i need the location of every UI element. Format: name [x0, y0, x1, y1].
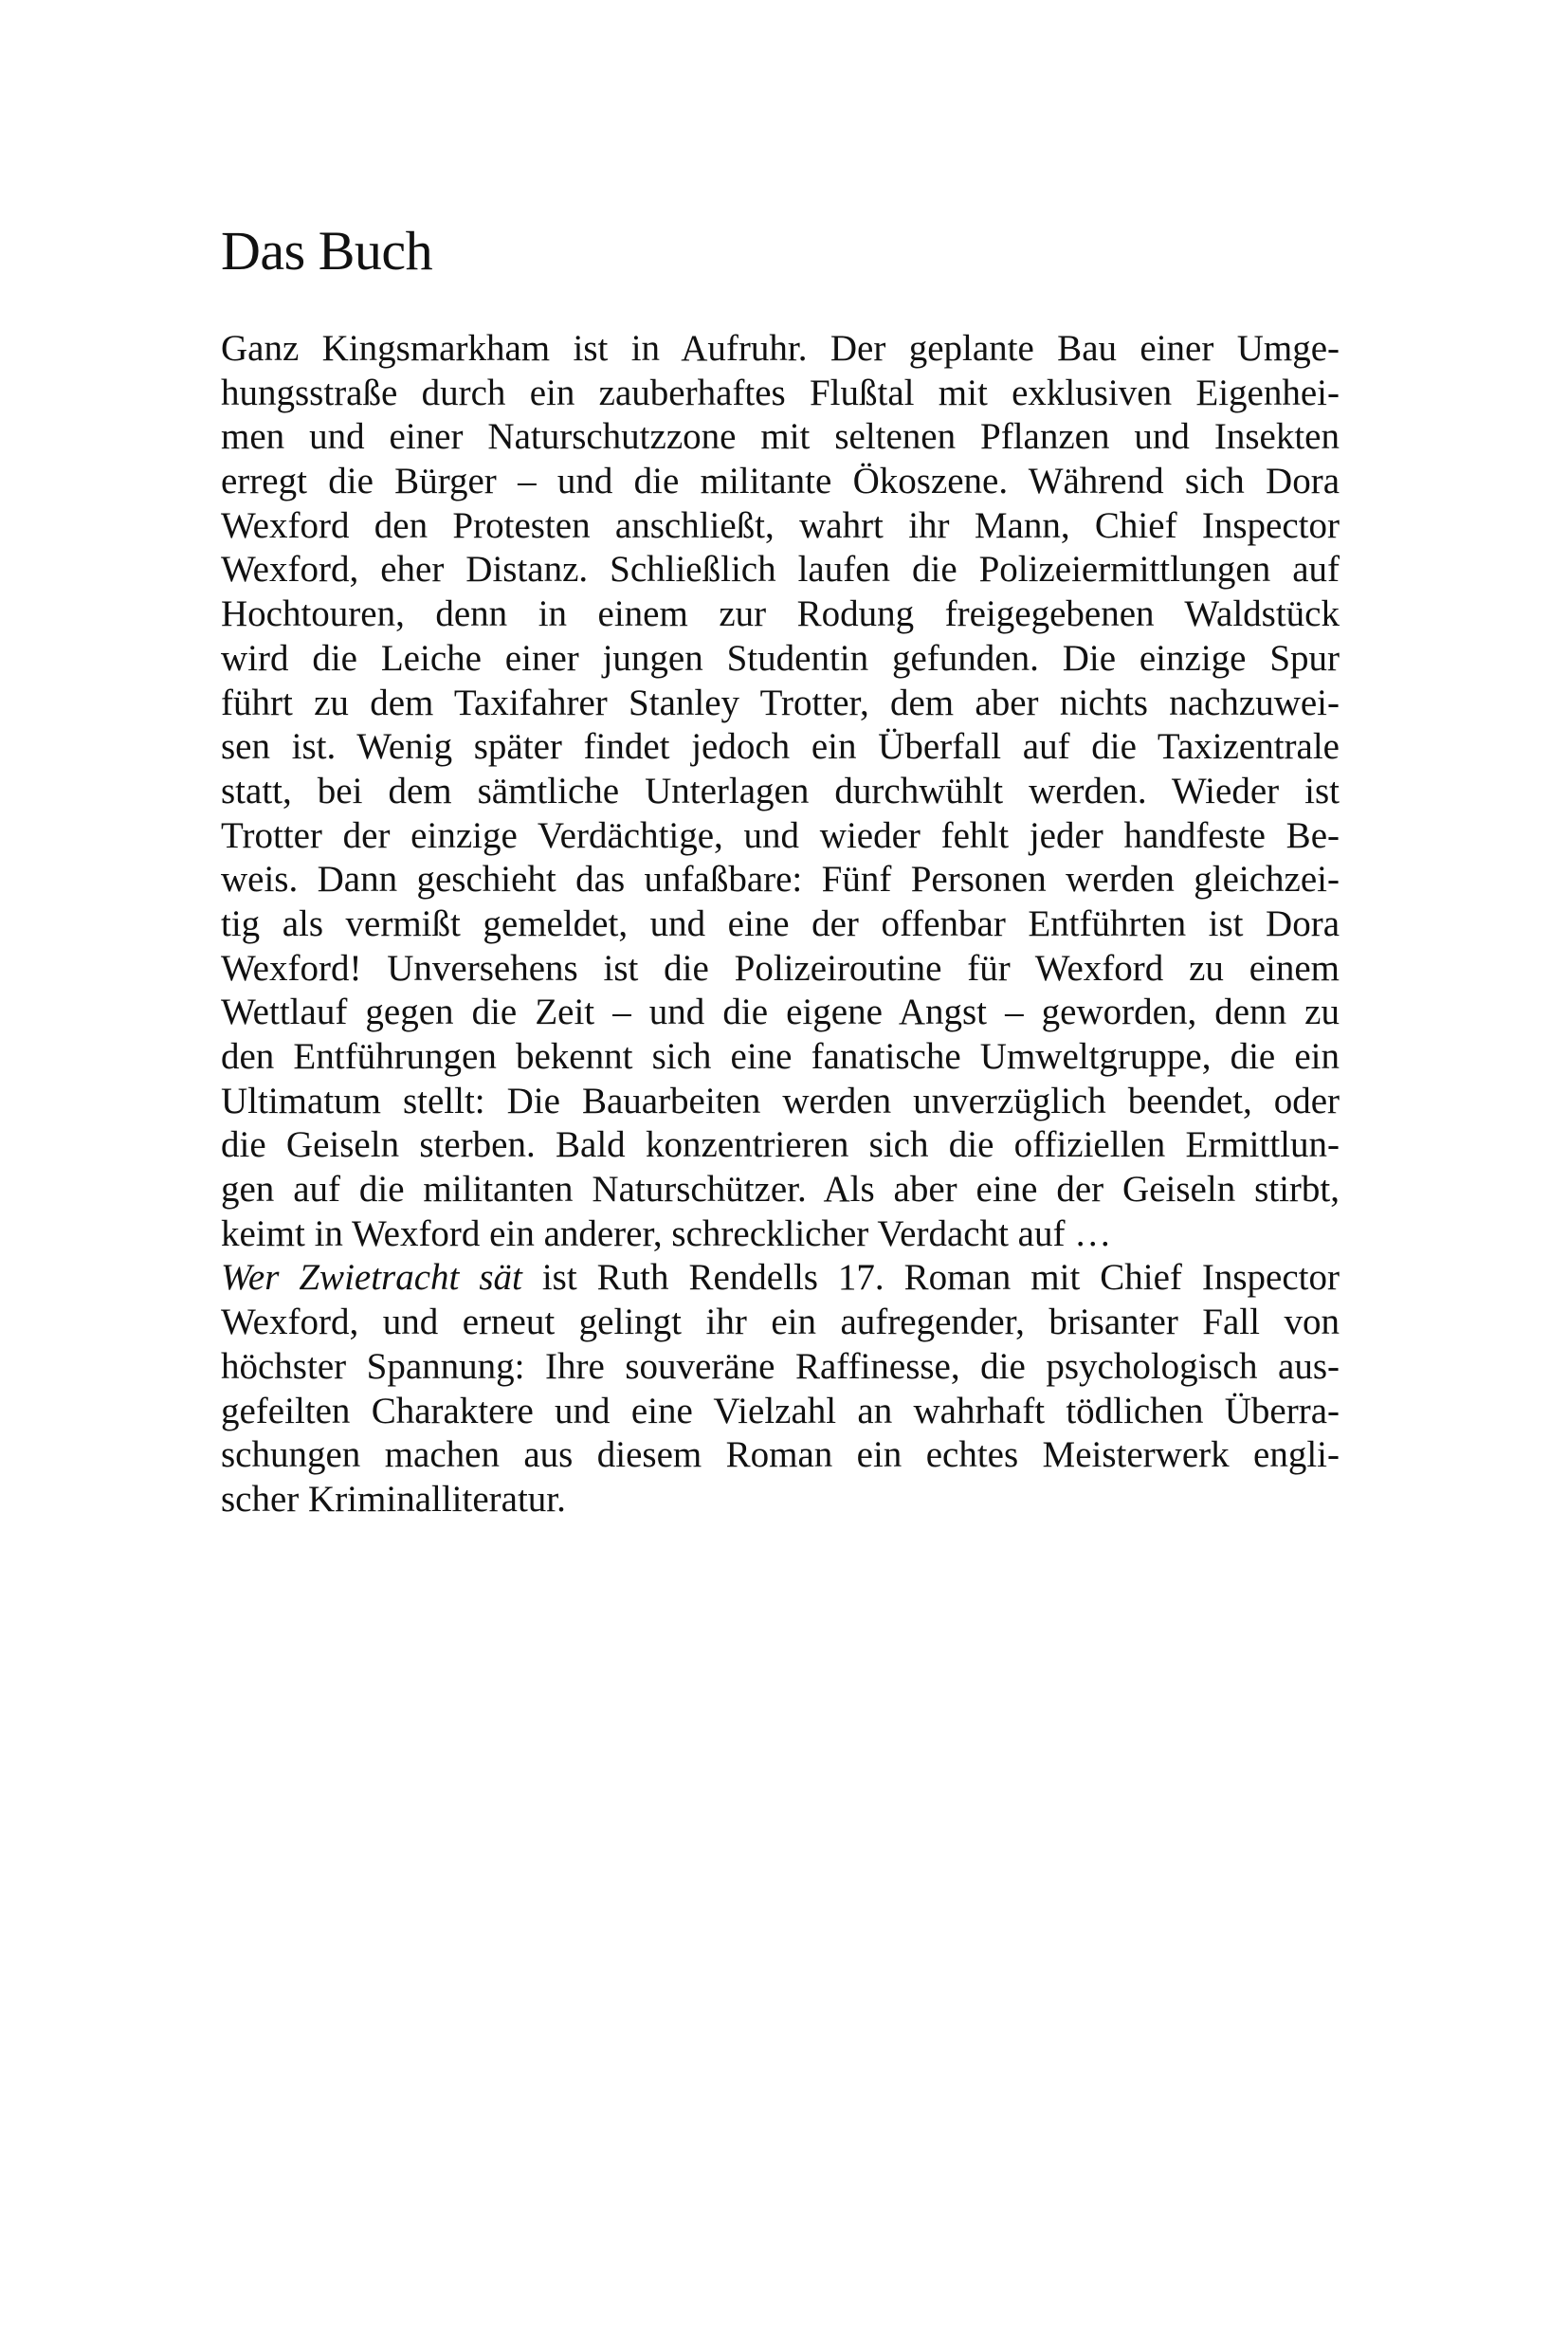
text-line: wird die Leiche einer jungen Studentin gefunden. Die einzige Spur: [221, 637, 1340, 679]
text-line: tig als vermißt gemeldet, und eine der offenbar Entführten ist Dora: [221, 902, 1340, 944]
text-line: Wexford den Protesten anschließt, wahrt ihr Mann, Chief Inspector: [221, 504, 1340, 546]
text-line: Wexford! Unversehens ist die Polizeiroutine für Wexford zu einem: [221, 947, 1340, 989]
text-line: [221, 1256, 1340, 1301]
text-line: den Entführungen bekennt sich eine fanatische Umweltgruppe, die ein: [221, 1036, 1340, 1077]
text-line: Hochtouren, denn in einem zur Rodung freigegebenen Waldstück: [221, 593, 1340, 635]
blurb-text: [221, 327, 1340, 1522]
text-line: statt, bei dem sämtliche Unterlagen durchwühlt werden. Wieder ist: [221, 770, 1340, 811]
text-line: Ganz Kingsmarkham ist in Aufruhr. Der geplante Bau einer Umge-: [221, 328, 1340, 369]
text-line: sen ist. Wenig später findet jedoch ein Überfall auf die Taxizentrale: [221, 726, 1340, 768]
text-line: schungen machen aus diesem Roman ein echtes Meisterwerk engli-: [221, 1434, 1340, 1476]
text-line: höchster Spannung: Ihre souveräne Raffinesse, die psychologisch aus-: [221, 1345, 1340, 1387]
text-line: gen auf die militanten Naturschützer. Als aber eine der Geiseln stirbt,: [221, 1169, 1340, 1211]
text-line: Trotter der einzige Verdächtige, und wieder fehlt jeder handfeste Be-: [221, 814, 1340, 856]
text-line-rest: ist Ruth Rendells 17. Roman mit Chief Inspector: [521, 1257, 1340, 1299]
text-line: Wexford, eher Distanz. Schließlich laufen die Polizeiermittlungen auf: [221, 549, 1340, 591]
text-line: hungsstraße durch ein zauberhaftes Flußtal mit exklusiven Eigenhei-: [221, 372, 1340, 413]
book-title-italic: Wer Zwietracht sät: [221, 1257, 522, 1299]
page-title: Das Buch: [221, 220, 433, 282]
text-line: keimt in Wexford ein anderer, schrecklicher Verdacht auf …: [221, 1212, 1112, 1254]
text-line: die Geiseln sterben. Bald konzentrieren sich die offiziellen Ermittlun-: [221, 1124, 1340, 1166]
text-line: gefeilten Charaktere und eine Vielzahl an wahrhaft tödlichen Überra-: [221, 1390, 1340, 1431]
text-line: Ultimatum stellt: Die Bauarbeiten werden unverzüglich beendet, oder: [221, 1080, 1340, 1121]
text-line: men und einer Naturschutzzone mit seltenen Pflanzen und Insekten: [221, 416, 1340, 458]
text-line: scher Kriminalliteratur.: [221, 1478, 566, 1520]
text-line: Wexford, und erneut gelingt ihr ein aufregender, brisanter Fall von: [221, 1302, 1340, 1343]
text-line: weis. Dann geschieht das unfaßbare: Fünf Personen werden gleichzei-: [221, 859, 1340, 901]
text-line: führt zu dem Taxifahrer Stanley Trotter, dem aber nichts nachzuwei-: [221, 682, 1340, 723]
text-line: Wettlauf gegen die Zeit – und die eigene Angst – geworden, denn zu: [221, 992, 1340, 1033]
text-line: erregt die Bürger – und die militante Ökoszene. Während sich Dora: [221, 461, 1340, 502]
